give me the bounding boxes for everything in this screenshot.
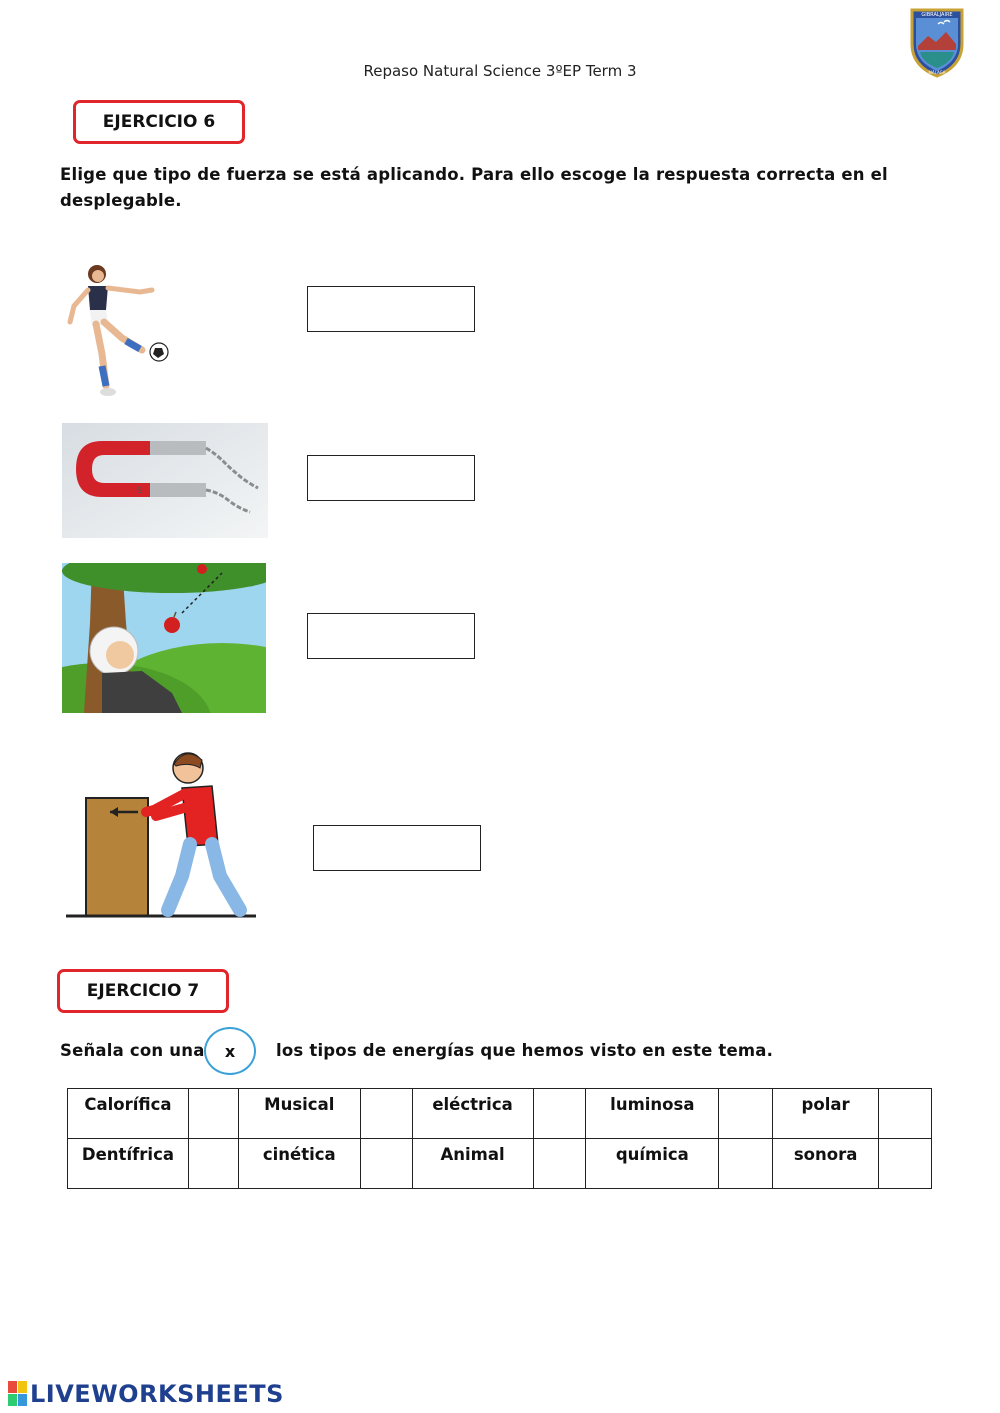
horseshoe-magnet-image <box>62 423 268 538</box>
energy-option: polar <box>773 1089 879 1139</box>
liveworksheets-icon <box>8 1381 28 1407</box>
checkbox-cell[interactable] <box>188 1139 238 1189</box>
answer-dropdown-4[interactable] <box>313 825 481 871</box>
energy-option: luminosa <box>586 1089 719 1139</box>
exercise-7-instruction-start: Señala con una <box>60 1041 205 1060</box>
energy-option: cinética <box>238 1139 360 1189</box>
answer-dropdown-2[interactable] <box>307 455 475 501</box>
exercise-6-instruction <box>60 162 940 214</box>
newton-apple-tree-image <box>62 563 266 713</box>
page-title: Repaso Natural Science 3ºEP Term 3 <box>363 62 637 80</box>
checkbox-cell[interactable] <box>360 1089 412 1139</box>
exercise-7-label: EJERCICIO 7 <box>57 969 229 1013</box>
liveworksheets-text: LIVEWORKSHEETS <box>30 1380 284 1408</box>
checkbox-cell[interactable] <box>533 1139 586 1189</box>
energy-option: eléctrica <box>412 1089 533 1139</box>
energy-types-table <box>67 1088 932 1189</box>
crest-bottom-text: MÁLAGA <box>928 70 946 75</box>
school-crest-logo <box>908 6 966 78</box>
exercise-6-instruction-line2: desplegable. <box>60 191 182 210</box>
energy-option: Musical <box>238 1089 360 1139</box>
crest-top-text: GIBRALJAIRE <box>921 12 953 18</box>
checkbox-cell[interactable] <box>360 1139 412 1189</box>
table-row <box>68 1089 932 1139</box>
checkbox-cell[interactable] <box>188 1089 238 1139</box>
svg-text:S: S <box>137 486 143 495</box>
energy-option: Animal <box>412 1139 533 1189</box>
checkbox-cell[interactable] <box>719 1139 773 1189</box>
checkbox-cell[interactable] <box>879 1139 932 1189</box>
exercise-6-label: EJERCICIO 6 <box>73 100 245 144</box>
mark-symbol-circle: x <box>204 1027 256 1075</box>
energy-option: química <box>586 1139 719 1189</box>
checkbox-cell[interactable] <box>719 1089 773 1139</box>
checkbox-cell[interactable] <box>533 1089 586 1139</box>
energy-option: sonora <box>773 1139 879 1189</box>
exercise-7-instruction-end: los tipos de energías que hemos visto en este tema. <box>276 1041 774 1060</box>
table-row <box>68 1139 932 1189</box>
energy-option: Calorífica <box>68 1089 189 1139</box>
checkbox-cell[interactable] <box>879 1089 932 1139</box>
liveworksheets-logo <box>8 1380 284 1408</box>
answer-dropdown-3[interactable] <box>307 613 475 659</box>
girl-kicking-ball-image <box>62 262 172 400</box>
energy-option: Dentífrica <box>68 1139 189 1189</box>
man-pushing-box-image <box>64 750 258 922</box>
exercise-6-instruction-line1: Elige que tipo de fuerza se está aplicando. Para ello escoge la respuesta correcta en el <box>60 165 888 184</box>
answer-dropdown-1[interactable] <box>307 286 475 332</box>
